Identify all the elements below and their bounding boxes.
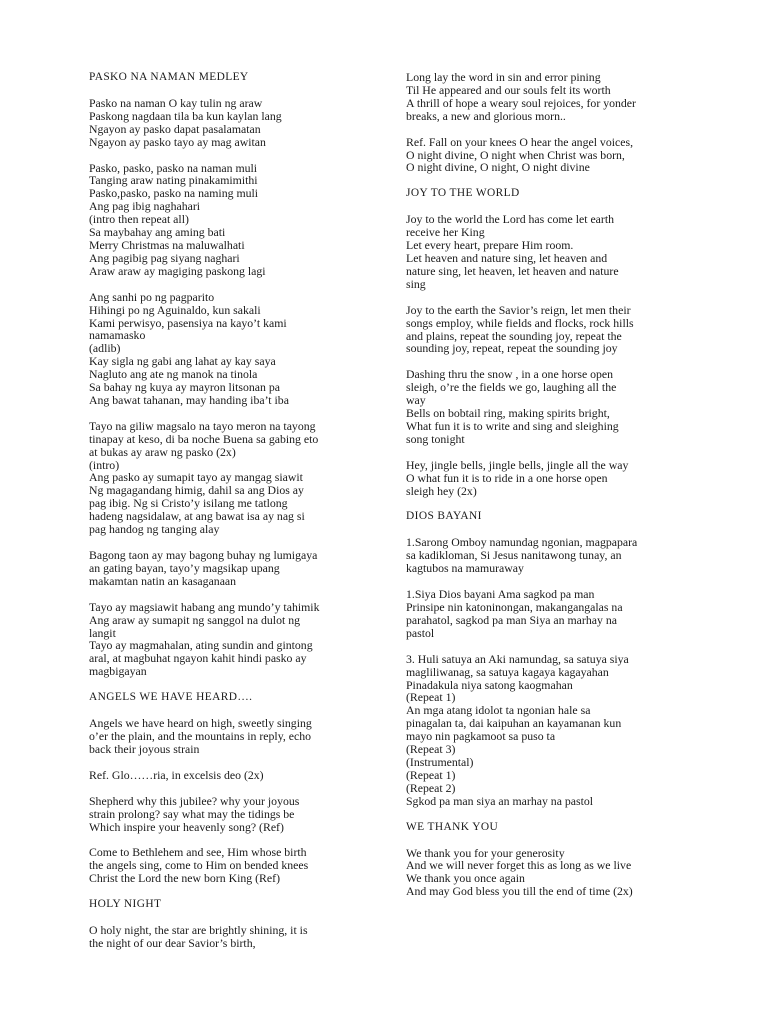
lyric-verse	[89, 97, 379, 149]
lyric-line: Nagluto ang ate ng manok na tinola	[89, 367, 258, 382]
lyric-line: Sa bahay ng kuya ay mayron litsonan pa	[89, 380, 280, 395]
lyric-line: Ang pag ibig naghahari	[89, 199, 201, 214]
lyric-line: Araw araw ay magiging paskong lagi	[89, 263, 266, 278]
lyric-line: Let heaven and nature sing, let heaven and	[406, 250, 608, 265]
lyric-line: 3. Huli satuya an Aki namundag, sa satuya siya	[406, 651, 629, 666]
song-title	[89, 71, 379, 84]
lyric-verse	[89, 291, 379, 407]
lyric-line: the angels sing, come to Him on bended knees	[89, 858, 309, 873]
lyric-verse	[406, 536, 696, 575]
lyric-line: Which inspire your heavenly song? (Ref)	[89, 819, 284, 834]
lyric-verse	[406, 213, 696, 290]
lyric-line: receive her King	[406, 225, 485, 240]
lyric-line: Pinadakula niya satong kaogmahan	[406, 677, 573, 692]
lyric-line: O holy night, the star are brightly shining, it is	[89, 923, 308, 938]
lyric-line: Ref. Fall on your knees O hear the angel voices,	[406, 134, 634, 149]
song-title	[406, 510, 696, 523]
lyric-line: Come to Bethlehem and see, Him whose birth	[89, 845, 307, 860]
lyric-line: langit	[89, 625, 116, 640]
lyric-line: songs employ, while fields and flocks, rock hills	[406, 315, 634, 330]
lyric-line: sleigh hey (2x)	[406, 483, 477, 498]
lyric-line: Ang bawat tahanan, may handing iba’t iba	[89, 392, 289, 407]
lyric-line: And we will never forget this as long as we live	[406, 858, 632, 873]
lyric-line: Ngayon ay pasko dapat pasalamatan	[89, 121, 261, 136]
lyric-line: O what fun it is to ride in a one horse open	[406, 470, 608, 485]
lyric-verse	[406, 459, 696, 498]
lyric-line: Joy to the earth the Savior’s reign, let men their	[406, 302, 631, 317]
song-title-text: ANGELS WE HAVE HEARD….	[89, 691, 253, 704]
song-title	[89, 691, 379, 704]
lyric-line: (Instrumental)	[406, 754, 474, 769]
lyric-verse	[89, 420, 379, 536]
lyric-verse	[89, 601, 379, 678]
lyric-line: mayo nin pagkamoot sa puso ta	[406, 729, 556, 744]
lyric-line: the night of our dear Savior’s birth,	[89, 935, 256, 950]
lyric-line: Bagong taon ay may bagong buhay ng lumigaya	[89, 548, 318, 562]
lyric-line: magliliwanag, sa satuya kagaya kagayahan	[406, 664, 609, 679]
lyric-line: pag ibig. Ng si Cristo’y isilang me tatlong	[89, 496, 288, 511]
lyric-line: pinagalan ta, dai kaipuhan an kayamanan kun	[406, 716, 622, 731]
lyric-line: Joy to the world the Lord has come let earth	[406, 212, 615, 227]
lyric-line: Ng magagandang himig, dahil sa ang Dios ay	[89, 483, 304, 498]
lyric-line: sing	[406, 276, 426, 291]
song-title	[406, 821, 696, 834]
lyric-line: pastol	[406, 625, 435, 640]
lyric-line: Tayo na giliw magsalo na tayo meron na tayong	[89, 418, 316, 433]
lyric-line: 1.Siya Dios bayani Ama sagkod pa man	[406, 587, 595, 602]
lyric-line: Merry Christmas na maluwalhati	[89, 237, 245, 252]
lyric-line: Hihingi po ng Aguinaldo, kun sakali	[89, 302, 261, 317]
lyric-line: (intro then repeat all)	[89, 212, 189, 227]
lyric-line: Pasko, pasko, pasko na naman muli	[89, 160, 258, 175]
lyric-line: song tonight	[406, 431, 465, 446]
lyric-line: And may God bless you till the end of time (2x)	[406, 884, 633, 899]
lyric-line: pag handog ng tanging alay	[89, 522, 220, 537]
lyric-line: Ang sanhi po ng pagparito	[89, 289, 215, 304]
lyric-verse	[406, 588, 696, 640]
lyric-line: Kay sigla ng gabi ang lahat ay kay saya	[89, 354, 276, 369]
lyric-line: Ang araw ay sumapit ng sanggol na dulot ng	[89, 612, 300, 627]
lyric-line: (Repeat 2)	[406, 780, 456, 795]
lyric-line: A thrill of hope a weary soul rejoices, for yonder	[406, 95, 636, 110]
lyric-verse	[406, 304, 696, 356]
lyric-line: Hey, jingle bells, jingle bells, jingle all the way	[406, 457, 629, 472]
lyric-line: Shepherd why this jubilee? why your joyous	[89, 793, 300, 808]
right-column	[406, 71, 696, 911]
lyric-line: tinapay at keso, di ba noche Buena sa gabing eto	[89, 431, 319, 446]
lyric-verse	[406, 653, 696, 808]
lyric-line: We thank you for your generosity	[406, 845, 565, 860]
lyric-line: (intro)	[89, 457, 120, 472]
lyric-line: strain prolong? say what may the tidings be	[89, 806, 295, 821]
lyric-verse	[89, 549, 379, 588]
lyric-verse	[406, 847, 696, 899]
lyric-line: Ang pagibig pag siyang naghari	[89, 250, 240, 265]
lyric-verse	[406, 136, 696, 175]
lyric-line: Let every heart, prepare Him room.	[406, 238, 574, 253]
lyric-line: Tanging araw nating pinakamimithi	[89, 173, 258, 188]
song-title	[89, 898, 379, 911]
lyric-line: Ang pasko ay sumapit tayo ay mangag siawit	[89, 470, 303, 485]
lyric-line: (Repeat 3)	[406, 742, 456, 757]
lyric-line: an gating bayan, tayo’y magsikap upang	[89, 560, 280, 575]
lyric-verse	[89, 162, 379, 278]
lyric-line: O night divine, O night when Christ was born,	[406, 147, 625, 162]
lyric-verse	[89, 924, 379, 950]
lyric-line: Kami perwisyo, pasensiya na kayo’t kami	[89, 315, 287, 330]
lyric-line: magbigayan	[89, 664, 147, 679]
lyric-line: way	[406, 393, 426, 408]
lyric-line: Ngayon ay pasko tayo ay mag awitan	[89, 134, 266, 149]
lyric-verse	[89, 846, 379, 885]
lyric-line: nature sing, let heaven, let heaven and nature	[406, 263, 619, 278]
left-column	[89, 71, 379, 963]
lyric-line: Sa maybahay ang aming bati	[89, 225, 226, 240]
lyric-line: Pasko,pasko, pasko na naming muli	[89, 186, 259, 201]
lyric-line: (Repeat 1)	[406, 767, 456, 782]
lyric-line: Paskong nagdaan tila ba kun kaylan lang	[89, 108, 282, 123]
lyric-verse	[89, 717, 379, 756]
lyric-line: makamtan natin an kasaganaan	[89, 573, 237, 588]
lyric-line: Dashing thru the snow , in a one horse open	[406, 367, 614, 382]
lyric-line: Tayo ay magsiawit habang ang mundo’y tahimik	[89, 599, 320, 614]
lyric-line: parahatol, sagkod pa man Siya an marhay na	[406, 612, 617, 627]
lyric-line: Sgkod pa man siya an marhay na pastol	[406, 793, 594, 808]
lyric-line: (Repeat 1)	[406, 690, 456, 705]
lyric-line: namamasko	[89, 328, 146, 343]
lyric-line: back their joyous strain	[89, 741, 200, 756]
lyric-line: Pasko na naman O kay tulin ng araw	[89, 95, 263, 110]
song-title-text: DIOS BAYANI	[406, 510, 482, 523]
lyric-line: aral, at magbuhat ngayon kahit hindi pasko ay	[89, 651, 307, 666]
lyric-line: sa kadikloman, Si Jesus nanitawong tunay, an	[406, 548, 622, 563]
lyric-line: kagtubos na mamuraway	[406, 561, 524, 576]
lyric-verse	[89, 795, 379, 834]
lyric-verse	[89, 769, 379, 782]
lyric-line: o’er the plain, and the mountains in reply, echo	[89, 728, 311, 743]
lyric-line: What fun it is to write and sing and sleighing	[406, 418, 619, 433]
song-title-text: WE THANK YOU	[406, 820, 499, 833]
lyric-line: Ref. Glo……ria, in excelsis deo (2x)	[89, 767, 264, 782]
lyric-line: 1.Sarong Omboy namundag ngonian, magpapara	[406, 535, 638, 550]
lyric-line: Tayo ay magmahalan, ating sundin and gintong	[89, 638, 313, 653]
lyric-verse	[406, 71, 696, 123]
lyric-line: Bells on bobtail ring, making spirits bright,	[406, 406, 610, 421]
lyric-line: (adlib)	[89, 341, 121, 356]
lyric-line: Long lay the word in sin and error pining	[406, 70, 601, 84]
lyric-line: Christ the Lord the new born King (Ref)	[89, 871, 281, 886]
lyric-line: and plains, repeat the sounding joy, repeat the	[406, 328, 622, 343]
song-title-text: HOLY NIGHT	[89, 898, 162, 911]
song-title	[406, 187, 696, 200]
lyric-line: We thank you once again	[406, 871, 525, 886]
lyric-line: sleigh, o’re the fields we go, laughing all the	[406, 380, 617, 395]
lyric-line: breaks, a new and glorious morn..	[406, 108, 566, 123]
lyric-verse	[406, 368, 696, 445]
lyric-line: at bukas ay araw ng pasko (2x)	[89, 444, 236, 459]
lyric-line: Angels we have heard on high, sweetly singing	[89, 716, 312, 731]
song-title-text: JOY TO THE WORLD	[406, 187, 520, 200]
lyric-line: sounding joy, repeat, repeat the sounding joy	[406, 341, 618, 356]
lyric-line: Prinsipe nin katoninongan, makangangalas na	[406, 600, 623, 614]
lyric-line: An mga atang idolot ta ngonian hale sa	[406, 703, 591, 718]
song-title-text: PASKO NA NAMAN MEDLEY	[89, 71, 249, 83]
lyric-line: hadeng nagsidalaw, at ang bawat isa ay nag si	[89, 509, 305, 524]
lyric-line: O night divine, O night, O night divine	[406, 160, 590, 175]
lyric-line: Til He appeared and our souls felt its worth	[406, 82, 611, 97]
